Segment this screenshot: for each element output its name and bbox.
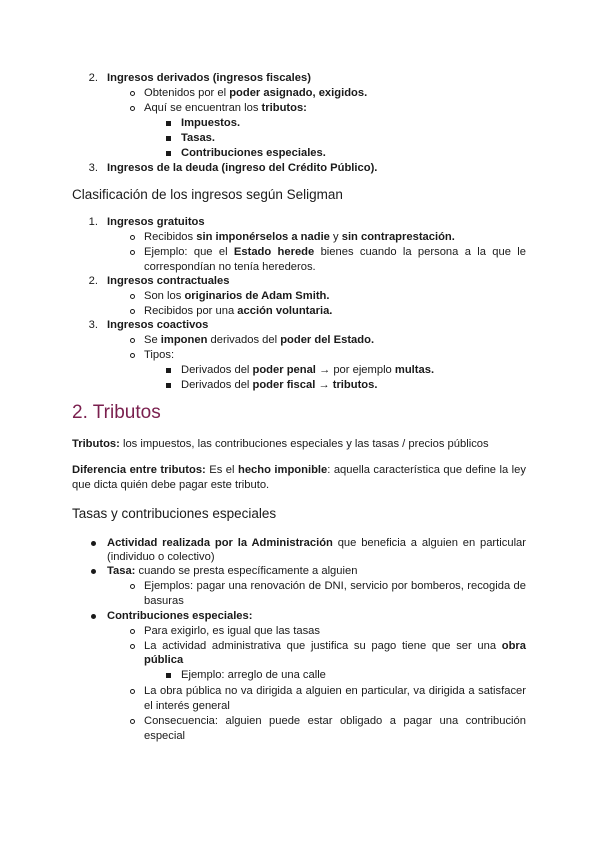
list-subsubitem: Derivados del poder penal → por ejemplo multas. — [181, 364, 435, 376]
list-subsubitem: Derivados del poder fiscal → tributos. — [181, 379, 378, 391]
list-subitem-continuation: correspondían no tenía herederos. — [144, 261, 316, 273]
square-bullet-icon — [166, 136, 171, 141]
list-item-coactivos: Ingresos coactivos — [107, 319, 209, 331]
list-subsubitem: Impuestos. — [181, 117, 241, 129]
square-bullet-icon — [166, 368, 171, 373]
square-bullet-icon — [166, 673, 171, 678]
list-subitem: Ejemplo: que el Estado herede bienes cuando la persona a la que le — [144, 246, 526, 258]
list-subitem: Tipos: — [144, 349, 175, 361]
circle-bullet-icon — [130, 250, 135, 255]
circle-bullet-icon — [130, 689, 135, 694]
list-subitem-continuation: el interés general — [144, 700, 230, 712]
circle-bullet-icon — [130, 584, 135, 589]
list-number: 2. — [88, 72, 98, 84]
tasas-heading: Tasas y contribuciones especiales — [72, 506, 277, 521]
circle-bullet-icon — [130, 309, 135, 314]
bullet-dot-icon — [91, 541, 96, 546]
list-number: 3. — [88, 162, 98, 174]
list-item-ingresos-derivados: Ingresos derivados (ingresos fiscales) — [107, 72, 311, 84]
list-subsubitem: Ejemplo: arreglo de una calle — [181, 669, 326, 681]
bullet-dot-icon — [91, 614, 96, 619]
tributos-heading: 2. Tributos — [72, 402, 161, 423]
list-subitem: Son los originarios de Adam Smith. — [144, 290, 330, 302]
circle-bullet-icon — [130, 91, 135, 96]
list-subsubitem: Tasas. — [181, 132, 215, 144]
circle-bullet-icon — [130, 235, 135, 240]
circle-bullet-icon — [130, 338, 135, 343]
bullet-dot-icon — [91, 569, 96, 574]
circle-bullet-icon — [130, 719, 135, 724]
list-item-contribuciones: Contribuciones especiales: — [107, 610, 253, 622]
list-subitem: Consecuencia: alguien puede estar obligado a pagar una contribución — [144, 715, 526, 727]
list-subitem: Para exigirlo, es igual que las tasas — [144, 625, 320, 637]
diferencia-tributos: Diferencia entre tributos: Es el hecho imponible: aquella característica que define la ley — [72, 464, 526, 476]
list-number: 2. — [88, 275, 98, 287]
list-item-contractuales: Ingresos contractuales — [107, 275, 230, 287]
circle-bullet-icon — [130, 353, 135, 358]
list-subitem: Recibidos sin imponérselos a nadie y sin contraprestación. — [144, 231, 455, 243]
square-bullet-icon — [166, 121, 171, 126]
list-item-actividad: Actividad realizada por la Administración que beneficia a alguien en particular — [107, 537, 527, 549]
list-subsubitem: Contribuciones especiales. — [181, 147, 326, 159]
list-subitem: La actividad administrativa que justifica su pago tiene que ser una obra — [144, 640, 526, 652]
square-bullet-icon — [166, 383, 171, 388]
list-subitem: Obtenidos por el poder asignado, exigidos. — [144, 87, 368, 99]
list-number: 3. — [88, 319, 98, 331]
list-subitem-continuation: especial — [144, 730, 186, 742]
list-subitem: Recibidos por una acción voluntaria. — [144, 305, 333, 317]
list-item-tasa: Tasa: cuando se presta específicamente a alguien — [107, 565, 358, 577]
list-subitem: Se imponen derivados del poder del Estado. — [144, 334, 375, 346]
list-subitem: Ejemplos: pagar una renovación de DNI, servicio por bomberos, recogida de — [144, 580, 526, 592]
circle-bullet-icon — [130, 644, 135, 649]
diferencia-tributos-continuation: que dicta quién debe pagar este tributo. — [72, 479, 270, 491]
circle-bullet-icon — [130, 294, 135, 299]
list-subitem: Aquí se encuentran los tributos: — [144, 102, 307, 114]
list-subitem-continuation: pública — [144, 654, 184, 666]
circle-bullet-icon — [130, 629, 135, 634]
tributos-definition: Tributos: los impuestos, las contribuciones especiales y las tasas / precios públicos — [72, 438, 489, 450]
list-number: 1. — [88, 216, 98, 228]
list-subitem-continuation: basuras — [144, 595, 184, 607]
list-item-gratuitos: Ingresos gratuitos — [107, 216, 205, 228]
seligman-heading: Clasificación de los ingresos según Seligman — [72, 187, 343, 202]
circle-bullet-icon — [130, 106, 135, 111]
list-item-ingresos-deuda: Ingresos de la deuda (ingreso del Crédito Público). — [107, 162, 378, 174]
square-bullet-icon — [166, 151, 171, 156]
list-item-continuation: (individuo o colectivo) — [107, 551, 215, 563]
list-subitem: La obra pública no va dirigida a alguien en particular, va dirigida a satisfacer — [144, 685, 526, 697]
